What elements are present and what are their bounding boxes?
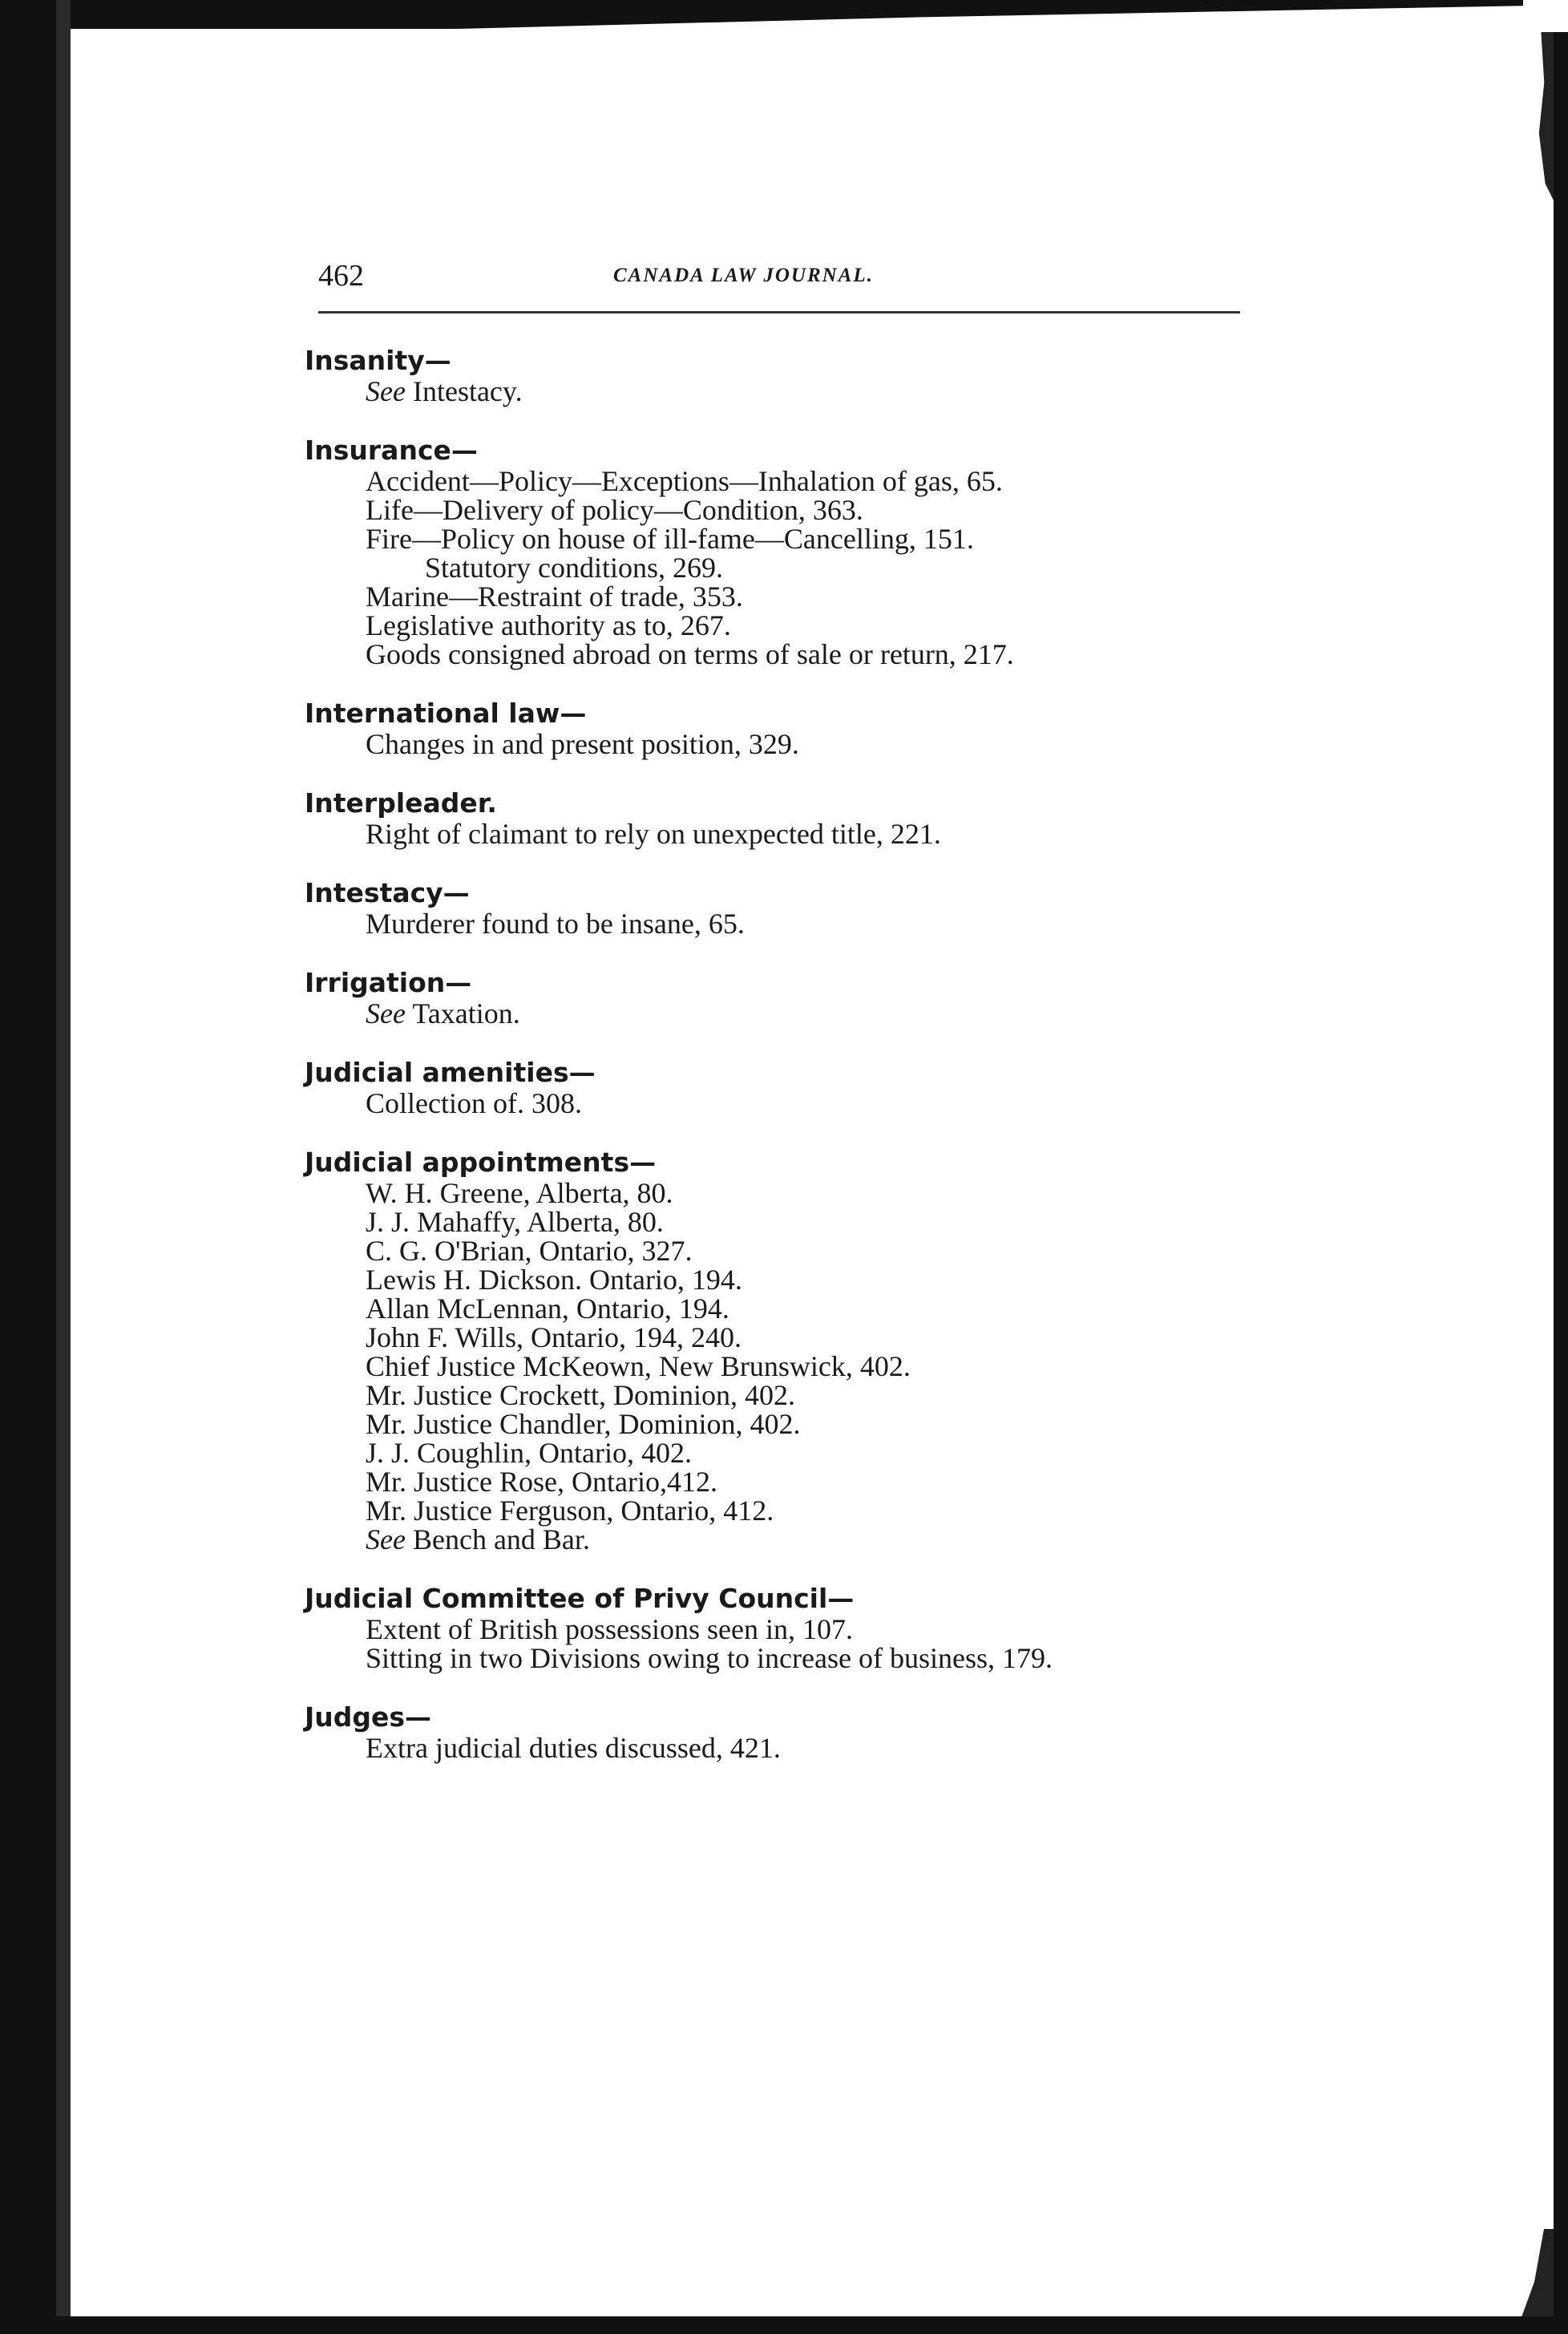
entry-line [305,640,1283,669]
entry-line [305,496,1283,524]
line-text: Mr. Justice Ferguson, Ontario, 412. [366,1495,774,1527]
index-entry [305,1147,1283,1554]
entry-line [305,730,1283,758]
page-header [318,258,1240,306]
line-text: Right of claimant to rely on unexpected title, 221. [366,818,941,850]
line-text: Accident—Policy—Exceptions—Inhalation of gas, 65. [366,465,1003,497]
entry-line [305,1207,1283,1236]
line-text: Extra judicial duties discussed, 421. [366,1732,781,1764]
line-text: Bench and Bar. [405,1523,590,1555]
line-text: Fire—Policy on house of ill-fame—Cancelling, 151. [366,523,974,555]
line-text: J. J. Coughlin, Ontario, 402. [366,1437,693,1469]
see-reference: See [366,997,406,1029]
entry-line [305,1615,1283,1644]
scan-tear-mark [1522,2229,1554,2317]
entry-heading: Irrigation— [305,967,472,998]
see-reference: See [366,1523,406,1555]
entry-heading: International law— [305,698,587,729]
entry-line [305,1352,1283,1381]
entry-line [305,1089,1283,1118]
scan-border-left [0,0,56,2334]
line-text: Sitting in two Divisions owing to increase of business, 179. [366,1642,1053,1674]
line-text: Statutory conditions, 269. [425,552,723,584]
entry-line [305,524,1283,553]
index-entry [305,345,1283,406]
entry-heading: Insanity— [305,345,451,376]
entry-line [305,611,1283,640]
entry-heading: Interpleader. [305,787,497,819]
line-text: Legislative authority as to, 267. [366,609,731,641]
entry-line [305,1323,1283,1352]
line-text: Chief Justice McKeown, New Brunswick, 402. [366,1350,911,1382]
line-text: Extent of British possessions seen in, 107. [366,1613,853,1645]
line-text: Intestacy. [405,375,523,407]
entry-line [305,819,1283,848]
line-text: Collection of. 308. [366,1087,582,1119]
line-text: Allan McLennan, Ontario, 194. [366,1292,729,1325]
entry-line [305,1438,1283,1467]
entry-line [305,909,1283,938]
entry-line [305,1410,1283,1438]
entry-heading: Judicial appointments— [305,1147,657,1178]
line-text: Lewis H. Dickson. Ontario, 194. [366,1264,742,1296]
line-text: Murderer found to be insane, 65. [366,908,745,940]
scan-tear-mark [1533,32,1554,200]
line-text: C. G. O'Brian, Ontario, 327. [366,1235,693,1267]
index-entry [305,967,1283,1028]
line-text: Mr. Justice Chandler, Dominion, 402. [366,1408,801,1440]
line-text: Mr. Justice Crockett, Dominion, 402. [366,1379,795,1411]
line-text: John F. Wills, Ontario, 194, 240. [366,1321,742,1353]
line-text: Changes in and present position, 329. [366,728,799,760]
entry-heading: Insurance— [305,435,478,466]
entry-line [305,1496,1283,1525]
index-entry [305,877,1283,938]
entry-line [305,999,1283,1028]
scan-border-left-inner [56,0,71,2334]
entry-line [305,1467,1283,1496]
line-text: W. H. Greene, Alberta, 80. [366,1177,673,1209]
line-text: Marine—Restraint of trade, 353. [366,580,743,613]
index-entry [305,435,1283,669]
entry-heading: Judicial amenities— [305,1057,596,1088]
entry-heading: Judges— [305,1701,432,1733]
entry-line [305,377,1283,406]
entry-line [305,1525,1283,1554]
running-head: CANADA LAW JOURNAL. [613,265,874,286]
index-list [305,345,1283,1791]
scan-border-bottom [0,2316,1568,2334]
entry-heading: Intestacy— [305,877,470,908]
entry-line [305,553,1283,582]
index-entry [305,787,1283,848]
line-text: Mr. Justice Rose, Ontario,412. [366,1466,717,1498]
entry-line [305,582,1283,611]
index-entry [305,698,1283,758]
index-entry [305,1057,1283,1118]
line-text: Taxation. [405,997,520,1029]
entry-line [305,467,1283,496]
header-rule [318,311,1240,313]
entry-line [305,1733,1283,1762]
entry-line [305,1179,1283,1207]
entry-line [305,1381,1283,1410]
entry-line [305,1644,1283,1673]
entry-line [305,1236,1283,1265]
page-number: 462 [318,259,364,293]
line-text: Life—Delivery of policy—Condition, 363. [366,494,863,526]
index-entry [305,1583,1283,1673]
scan-border-top [0,0,1523,29]
entry-line [305,1265,1283,1294]
line-text: Goods consigned abroad on terms of sale or return, 217. [366,638,1014,670]
entry-heading: Judicial Committee of Privy Council— [305,1583,855,1614]
index-entry [305,1701,1283,1762]
scan-border-right [1554,32,1568,2334]
see-reference: See [366,375,406,407]
entry-line [305,1294,1283,1323]
line-text: J. J. Mahaffy, Alberta, 80. [366,1206,664,1238]
